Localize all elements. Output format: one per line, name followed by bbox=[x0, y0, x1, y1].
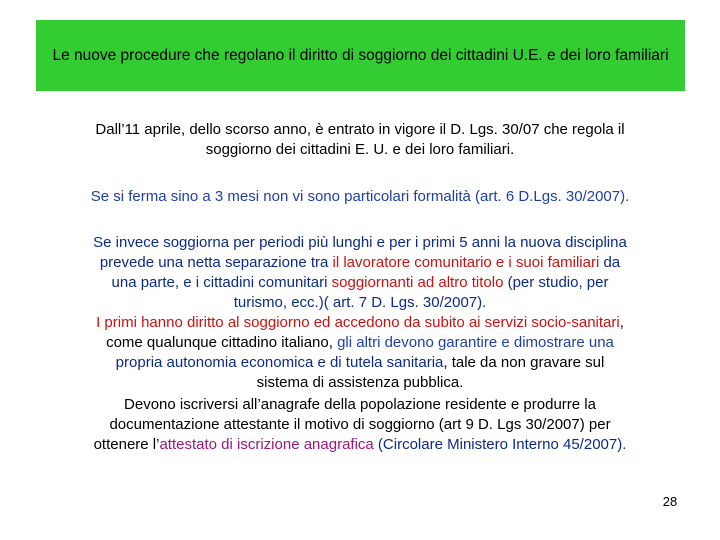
rights-paragraph bbox=[40, 313, 680, 393]
three-months-text: Se si ferma sino a 3 mesi non vi sono particolari formalità (art. 6 D.Lgs. 30/2007). bbox=[90, 188, 630, 205]
longer-line-1: Se invece soggiorna per periodi più lunghi e per i primi 5 anni la nuova disciplina bbox=[93, 234, 627, 251]
rights-line-1: I primi hanno diritto al soggiorno ed accedono da subito ai servizi socio-sanitari bbox=[96, 314, 620, 331]
registry-line-3c: (Circolare Ministero Interno 45/2007). bbox=[373, 436, 627, 453]
rights-line-3b: , tale da non gravare sul bbox=[443, 354, 605, 371]
registry-highlight-certificate: attestato di iscrizione anagrafica bbox=[159, 436, 374, 453]
longer-line-2c: da bbox=[599, 254, 621, 271]
intro-paragraph bbox=[40, 120, 680, 160]
rights-highlight-autonomy: propria autonomia economica e di tutela sanitaria bbox=[115, 354, 444, 371]
longer-stay-paragraph bbox=[40, 233, 680, 313]
three-months-paragraph bbox=[40, 187, 680, 207]
slide-title: Le nuove procedure che regolano il diritto di soggiorno dei cittadini U.E. e dei loro familiari bbox=[52, 46, 669, 64]
rights-comma: , bbox=[619, 314, 624, 331]
page-number: 28 bbox=[662, 494, 678, 509]
registry-line-1: Devono iscriversi all’anagrafe della popolazione residente e produrre la bbox=[124, 396, 596, 413]
longer-line-3a: una parte, e i cittadini comunitari bbox=[111, 274, 332, 291]
longer-line-2a: prevede una netta separazione tra bbox=[99, 254, 333, 271]
longer-highlight-other-title: soggiornanti ad altro titolo bbox=[331, 274, 504, 291]
intro-line-1: Dall’11 aprile, dello scorso anno, è entrato in vigore il D. Lgs. 30/07 che regola il bbox=[95, 121, 625, 138]
longer-line-4: turismo, ecc.)( art. 7 D. Lgs. 30/2007). bbox=[233, 294, 487, 311]
intro-line-2: soggiorno dei cittadini E. U. e dei loro familiari. bbox=[205, 141, 515, 158]
registry-paragraph bbox=[40, 395, 680, 455]
rights-line-4: sistema di assistenza pubblica. bbox=[256, 374, 464, 391]
registry-line-3a: ottenere l’ bbox=[93, 436, 160, 453]
rights-highlight-others: gli altri devono garantire e dimostrare una bbox=[337, 334, 614, 351]
longer-line-3c: (per studio, per bbox=[503, 274, 609, 291]
rights-line-2a: come qualunque cittadino italiano, bbox=[106, 334, 338, 351]
title-banner bbox=[36, 20, 685, 91]
registry-line-2: documentazione attestante il motivo di soggiorno (art 9 D. Lgs 30/2007) per bbox=[109, 416, 611, 433]
longer-highlight-workers: il lavoratore comunitario e i suoi familiari bbox=[332, 254, 600, 271]
